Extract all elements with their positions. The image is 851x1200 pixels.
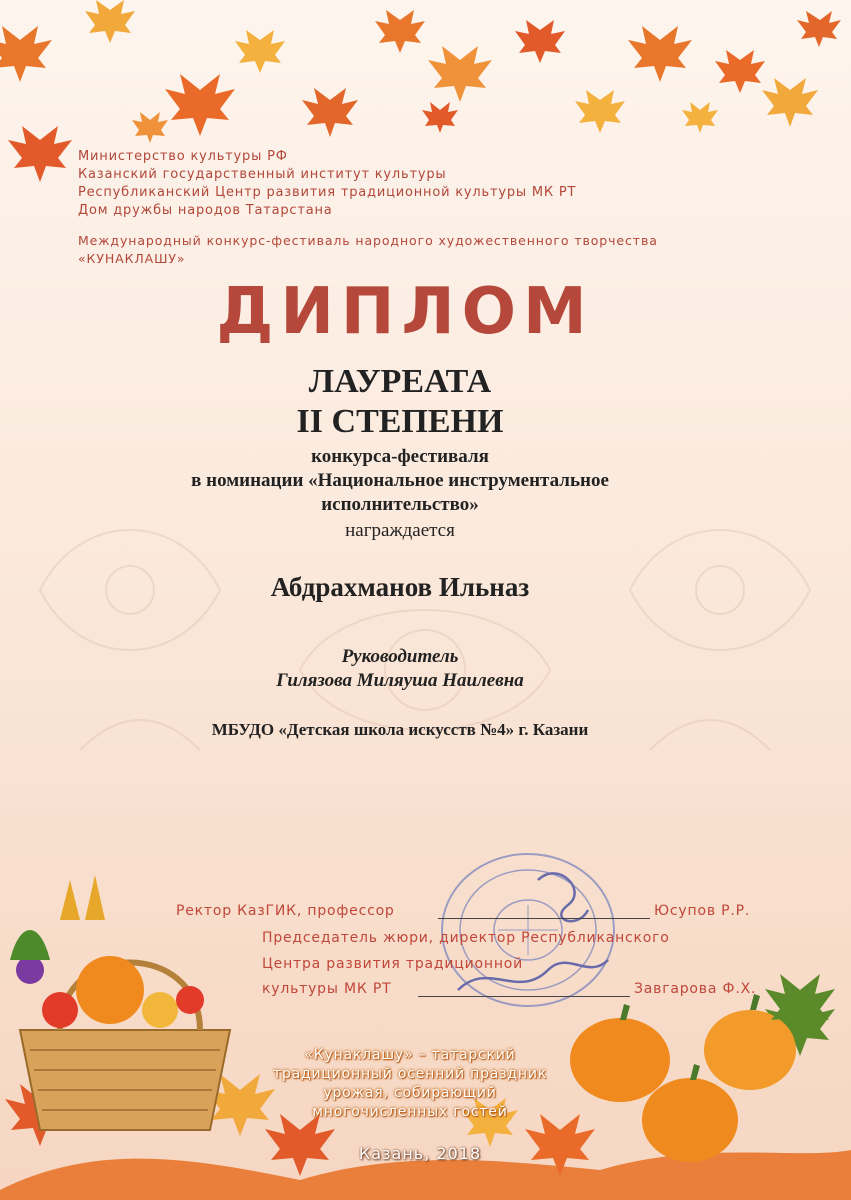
festival-name: Международный конкурс-фестиваль народного художественного творчества bbox=[78, 233, 658, 248]
jury-title-line2: Центра развития традиционной bbox=[262, 956, 524, 972]
degree-heading: II СТЕПЕНИ bbox=[296, 403, 504, 440]
organizer-line: Дом дружбы народов Татарстана bbox=[78, 203, 333, 218]
leader-name: Гилязова Миляуша Наилевна bbox=[276, 670, 524, 691]
leader-role: Руководитель bbox=[341, 646, 459, 667]
nomination-text: в номинации «Национальное инструментальное bbox=[191, 470, 609, 491]
awarded-text: награждается bbox=[345, 520, 455, 541]
organizer-line: Казанский государственный институт культуры bbox=[78, 167, 447, 182]
rector-title: Ректор КазГИК, профессор bbox=[176, 903, 395, 919]
diploma-title: ДИПЛОМ bbox=[216, 275, 594, 349]
organizer-line: Республиканский Центр развития традиционной культуры МК РТ bbox=[78, 185, 577, 200]
recipient-name: Абдрахманов Ильназ bbox=[270, 572, 530, 602]
rector-name: Юсупов Р.Р. bbox=[654, 903, 751, 919]
jury-title-line3: культуры МК РТ bbox=[262, 981, 392, 997]
basket-icon bbox=[10, 875, 230, 1130]
contest-text: конкурса-фестиваля bbox=[311, 446, 489, 467]
school-name: МБУДО «Детская школа искусств №4» г. Казани bbox=[211, 720, 589, 739]
festival-title: «КУНАКЛАШУ» bbox=[78, 251, 186, 266]
tagline-line3: урожая, собирающий bbox=[323, 1085, 497, 1101]
organizer-line: Министерство культуры РФ bbox=[78, 149, 288, 164]
pumpkins-icon bbox=[570, 974, 835, 1162]
tagline-line1: «Кунаклашу» – татарский bbox=[304, 1047, 516, 1063]
tagline-line2: традиционный осенний праздник bbox=[273, 1066, 547, 1082]
tagline-line4: многочисленных гостей bbox=[312, 1104, 508, 1120]
laureate-heading: ЛАУРЕАТА bbox=[308, 363, 492, 400]
city-year: Казань, 2018 bbox=[358, 1144, 482, 1163]
jury-name: Завгарова Ф.Х. bbox=[634, 981, 757, 997]
nomination-text-cont: исполнительство» bbox=[321, 494, 479, 515]
jury-title-line1: Председатель жюри, директор Республиканского bbox=[262, 930, 670, 946]
